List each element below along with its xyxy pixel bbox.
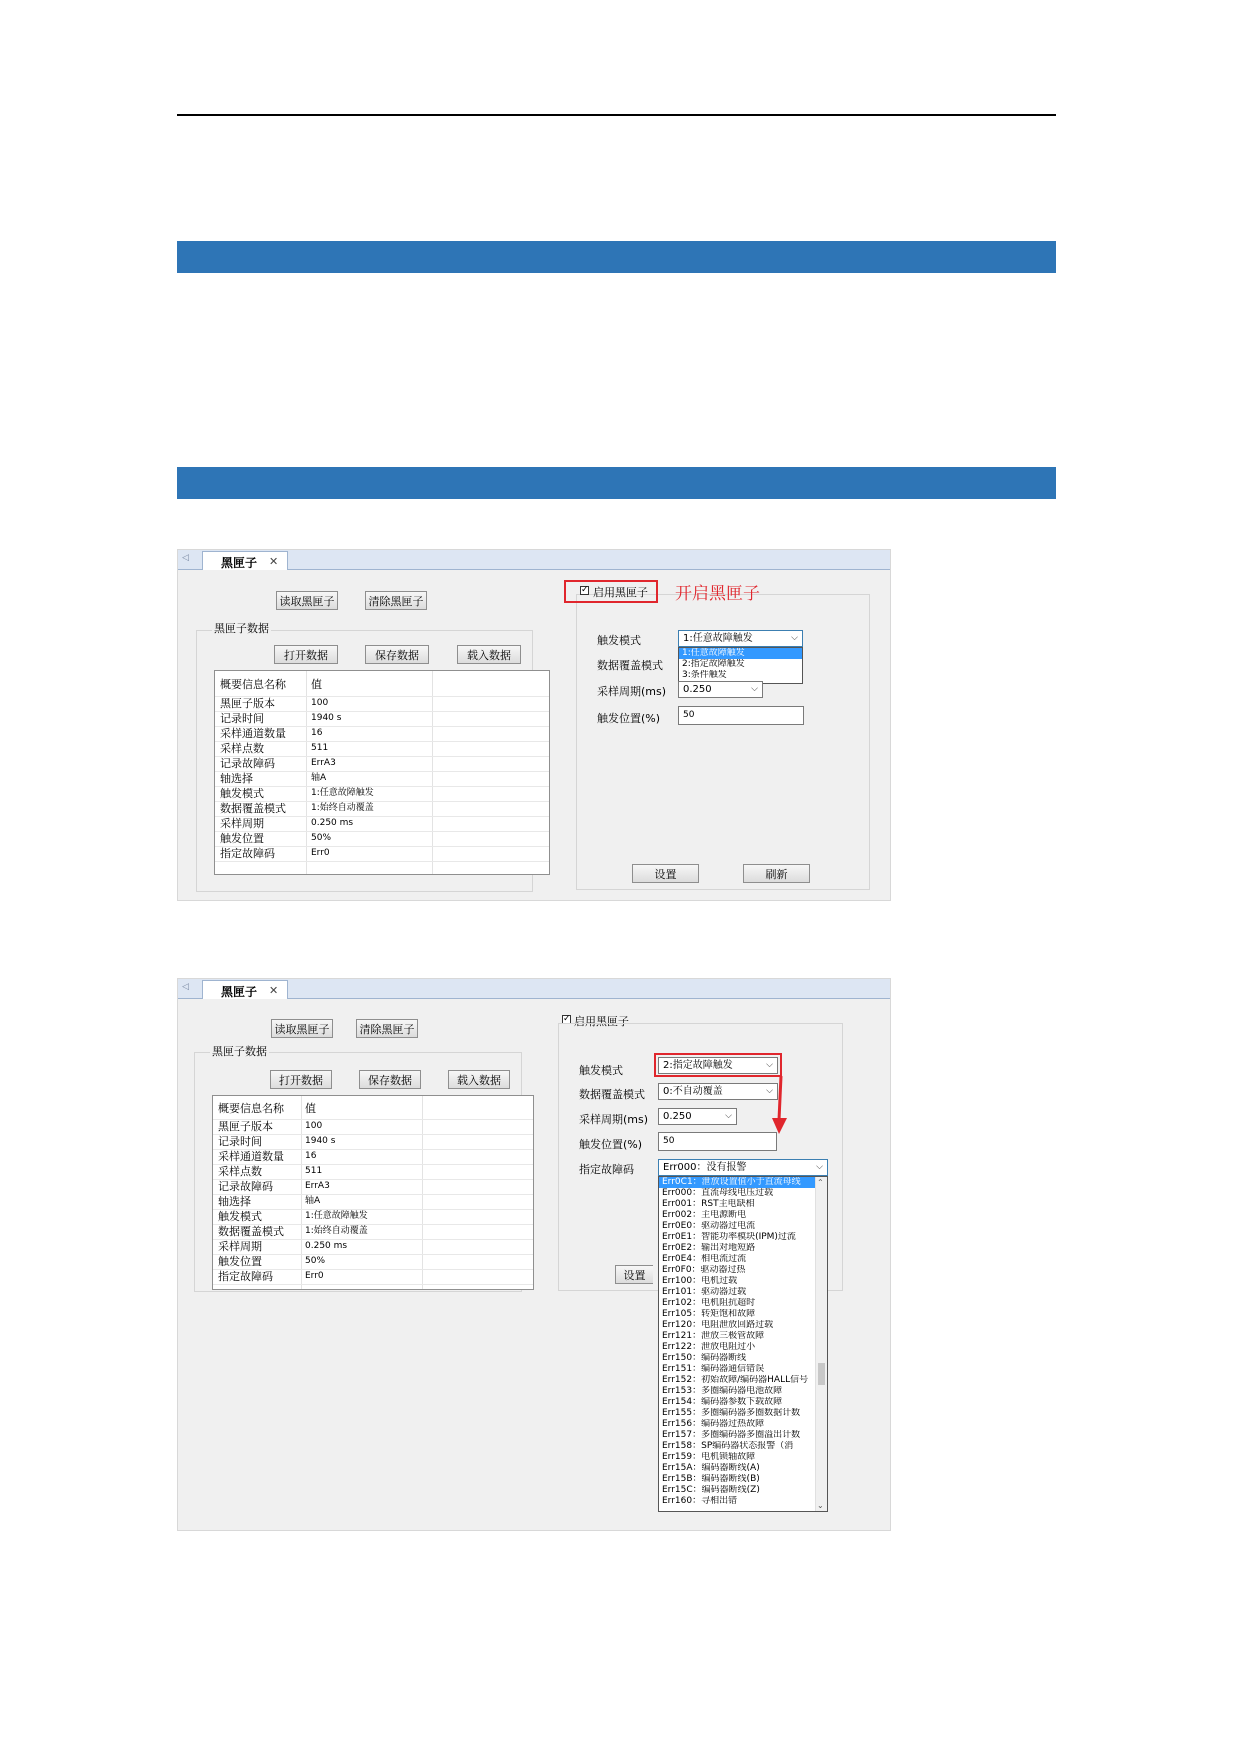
tab-label: 黑匣子 [221, 985, 258, 999]
fault-code-option[interactable]: Err15B：编码器断线(B) [662, 1474, 760, 1484]
fault-code-option[interactable]: Err158：SP编码器状态报警（消 [662, 1441, 794, 1451]
tab-blackbox[interactable] [202, 551, 288, 570]
summary-table[interactable] [212, 1095, 534, 1290]
table-row: 采样周期 0.250 ms [215, 816, 549, 832]
tab-scroll-left-icon[interactable]: ◁ [182, 553, 189, 563]
fault-code-option[interactable]: Err0E1：智能功率模块(IPM)过流 [662, 1232, 796, 1242]
chevron-down-icon: ⌵ [766, 1060, 773, 1070]
table-row: 记录时间 1940 s [215, 711, 549, 727]
fault-code-label: 指定故障码 [579, 1163, 634, 1176]
fault-code-option[interactable]: Err15C：编码器断线(Z) [662, 1485, 760, 1495]
annotation-arrow-icon [770, 1074, 790, 1136]
chevron-down-icon: ⌵ [751, 684, 758, 694]
trigger-position-label: 触发位置(%) [579, 1138, 643, 1151]
dropdown-option[interactable]: 3:条件触发 [682, 670, 727, 680]
fault-code-option[interactable]: Err002：主电源断电 [662, 1210, 747, 1220]
table-row: 采样通道数量 16 [213, 1149, 533, 1165]
fault-code-option[interactable]: Err153：多圈编码器电池故障 [662, 1386, 783, 1396]
tab-strip [178, 979, 890, 999]
trigger-mode-label: 触发模式 [597, 634, 641, 647]
fault-code-option[interactable]: Err101：驱动器过载 [662, 1287, 747, 1297]
table-row: 触发位置 50% [215, 831, 549, 847]
sample-period-label: 采样周期(ms) [579, 1113, 649, 1126]
enable-blackbox-checkbox[interactable]: ✓ [563, 1014, 571, 1024]
section-heading-bar-1 [177, 241, 1056, 273]
read-blackbox-button[interactable]: 读取黑匣子 [271, 1019, 333, 1038]
table-row: 记录故障码 ErrA3 [213, 1179, 533, 1195]
sample-period-select[interactable] [678, 681, 763, 698]
summary-table[interactable] [214, 670, 550, 875]
table-row: 数据覆盖模式 1:始终自动覆盖 [213, 1224, 533, 1240]
read-blackbox-button[interactable]: 读取黑匣子 [276, 591, 338, 610]
table-row: 黑匣子版本 100 [215, 696, 549, 712]
table-row: 触发模式 1:任意故障触发 [215, 786, 549, 802]
blackbox-screenshot-1 [177, 549, 891, 901]
fault-code-option[interactable]: Err156：编码器过热故障 [662, 1419, 765, 1429]
table-row: 指定故障码 Err0 [213, 1269, 533, 1285]
table-row: 采样点数 511 [213, 1164, 533, 1180]
set-button[interactable]: 设置 [632, 864, 699, 883]
table-row: 数据覆盖模式 1:始终自动覆盖 [215, 801, 549, 817]
trigger-mode-value: 2:指定故障触发 [663, 1060, 733, 1071]
enable-blackbox-checkbox[interactable]: ✓ [581, 585, 589, 595]
table-row: 采样周期 0.250 ms [213, 1239, 533, 1255]
fault-code-option[interactable]: Err0C1：泄放设置值小于直流母线 [659, 1177, 827, 1188]
fault-code-option[interactable]: Err000：直流母线电压过载 [662, 1188, 774, 1198]
dropdown-scrollbar[interactable] [815, 1177, 827, 1511]
scrollbar-thumb[interactable] [818, 1363, 825, 1385]
table-row: 记录故障码 ErrA3 [215, 756, 549, 772]
sample-period-label: 采样周期(ms) [597, 685, 667, 698]
overwrite-mode-value: 0:不自动覆盖 [663, 1086, 723, 1097]
chevron-down-icon: ⌵ [816, 1162, 823, 1172]
save-data-button[interactable]: 保存数据 [365, 645, 429, 664]
table-row: 轴选择 轴A [213, 1194, 533, 1210]
fault-code-option[interactable]: Err121：泄放三极管故障 [662, 1331, 765, 1341]
tab-blackbox[interactable] [202, 980, 288, 999]
fault-code-option[interactable]: Err152：初始故障/编码器HALL信号 [662, 1375, 809, 1385]
table-row: 采样通道数量 16 [215, 726, 549, 742]
table-row: 记录时间 1940 s [213, 1134, 533, 1150]
column-header-name: 概要信息名称 [220, 678, 286, 691]
fault-code-dropdown[interactable] [658, 1176, 828, 1512]
table-header-row [215, 673, 549, 697]
dropdown-option[interactable]: 2:指定故障触发 [682, 659, 745, 669]
trigger-mode-label: 触发模式 [579, 1064, 623, 1077]
section-heading-bar-2 [177, 467, 1056, 499]
close-icon[interactable]: ✕ [269, 984, 279, 997]
refresh-button[interactable]: 刷新 [743, 864, 810, 883]
fault-code-option[interactable]: Err0E0：驱动器过电流 [662, 1221, 756, 1231]
table-header-row [213, 1098, 533, 1120]
group-title: 黑匣子数据 [212, 1045, 267, 1058]
blackbox-screenshot-2 [177, 978, 891, 1531]
column-header-value: 值 [311, 678, 322, 691]
fault-code-option[interactable]: Err151：编码器通信错误 [662, 1364, 765, 1374]
trigger-mode-select[interactable] [658, 1057, 778, 1074]
overwrite-mode-label: 数据覆盖模式 [597, 659, 663, 672]
fault-code-option[interactable]: Err100：电机过载 [662, 1276, 738, 1286]
chevron-down-icon: ⌵ [766, 1086, 773, 1096]
scroll-down-icon[interactable]: ⌄ [817, 1501, 824, 1510]
table-row: 触发位置 50% [213, 1254, 533, 1270]
fault-code-option[interactable]: Err0E4：相电流过流 [662, 1254, 747, 1264]
enable-blackbox-label: 启用黑匣子 [574, 1015, 629, 1028]
fault-code-option[interactable]: Err0E2：输出对地短路 [662, 1243, 756, 1253]
trigger-position-input[interactable]: 50 [658, 1132, 777, 1151]
set-button[interactable]: 设置 [615, 1265, 653, 1284]
chevron-down-icon: ⌵ [725, 1111, 732, 1121]
scroll-up-icon[interactable]: ⌃ [817, 1178, 824, 1187]
tab-strip [178, 550, 890, 570]
open-data-button[interactable]: 打开数据 [270, 1070, 332, 1089]
fault-code-option[interactable]: Err001：RST主电缺相 [662, 1199, 755, 1209]
sample-period-value: 0.250 [683, 684, 712, 695]
close-icon[interactable]: ✕ [269, 555, 279, 568]
load-data-button[interactable]: 载入数据 [448, 1070, 510, 1089]
annotation-text: 开启黑匣子 [675, 584, 760, 604]
enable-blackbox-label: 启用黑匣子 [593, 586, 648, 599]
fault-code-option[interactable]: Err102：电机阻抗超时 [662, 1298, 756, 1308]
tab-scroll-left-icon[interactable]: ◁ [182, 982, 189, 992]
fault-code-select[interactable] [658, 1159, 828, 1176]
fault-code-option[interactable]: Err15A：编码器断线(A) [662, 1463, 760, 1473]
fault-code-option[interactable]: Err0F0：驱动器过热 [662, 1265, 746, 1275]
group-title: 黑匣子数据 [214, 622, 269, 635]
sample-period-select[interactable] [658, 1108, 737, 1125]
save-data-button[interactable]: 保存数据 [359, 1070, 421, 1089]
overwrite-mode-select[interactable] [658, 1083, 778, 1100]
fault-code-option[interactable]: Err120：电阻泄放回路过载 [662, 1320, 774, 1330]
header-rule [177, 114, 1056, 116]
chevron-down-icon: ⌵ [791, 633, 798, 643]
tab-label: 黑匣子 [221, 556, 258, 570]
column-header-value: 值 [305, 1102, 316, 1115]
load-data-button[interactable]: 载入数据 [457, 645, 521, 664]
trigger-position-input[interactable]: 50 [678, 706, 804, 725]
open-data-button[interactable]: 打开数据 [274, 645, 338, 664]
fault-code-option[interactable]: Err122：泄放电阻过小 [662, 1342, 756, 1352]
trigger-mode-select[interactable] [678, 630, 803, 647]
trigger-mode-dropdown[interactable] [678, 647, 803, 684]
fault-code-option[interactable]: Err157：多圈编码器多圈溢出计数 [662, 1430, 801, 1440]
fault-code-option[interactable]: Err105：转矩饱和故障 [662, 1309, 756, 1319]
fault-code-option[interactable]: Err159：电机锁轴故障 [662, 1452, 756, 1462]
clear-blackbox-button[interactable]: 清除黑匣子 [356, 1019, 418, 1038]
table-row: 黑匣子版本 100 [213, 1119, 533, 1135]
table-row: 指定故障码 Err0 [215, 846, 549, 862]
table-row: 触发模式 1:任意故障触发 [213, 1209, 533, 1225]
fault-code-option[interactable]: Err160：寻相出错 [662, 1496, 738, 1506]
table-row: 采样点数 511 [215, 741, 549, 757]
dropdown-option[interactable]: 1:任意故障触发 [679, 648, 802, 659]
overwrite-mode-label: 数据覆盖模式 [579, 1088, 645, 1101]
fault-code-option[interactable]: Err150：编码器断线 [662, 1353, 747, 1363]
clear-blackbox-button[interactable]: 清除黑匣子 [365, 591, 427, 610]
fault-code-option[interactable]: Err155：多圈编码器多圈数据计数 [662, 1408, 801, 1418]
trigger-mode-value: 1:任意故障触发 [683, 633, 753, 644]
sample-period-value: 0.250 [663, 1111, 692, 1122]
table-row: 轴选择 轴A [215, 771, 549, 787]
column-header-name: 概要信息名称 [218, 1102, 284, 1115]
trigger-position-label: 触发位置(%) [597, 712, 661, 725]
fault-code-option[interactable]: Err154：编码器参数下载故障 [662, 1397, 783, 1407]
fault-code-value: Err000：没有报警 [663, 1162, 747, 1173]
